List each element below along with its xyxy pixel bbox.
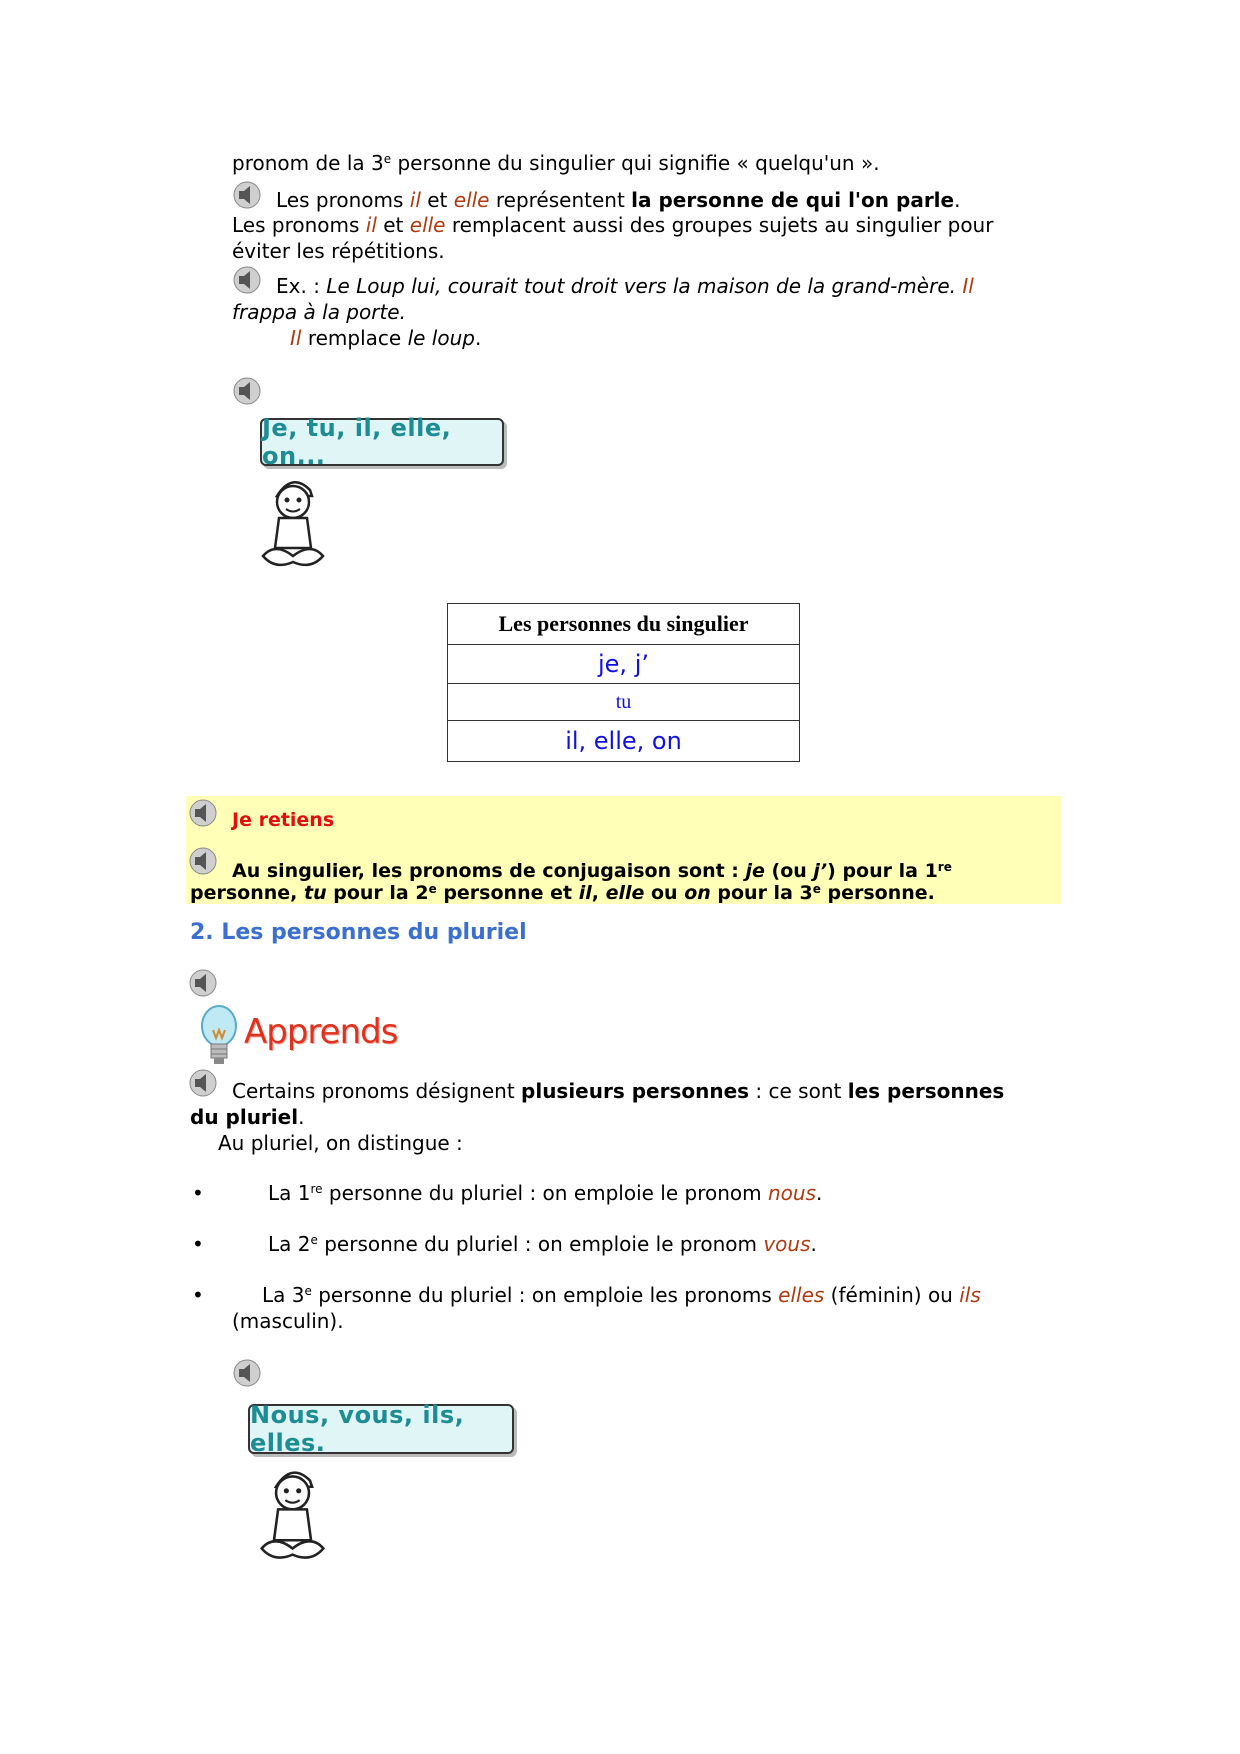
- table-row: tu: [448, 684, 800, 721]
- speaker-icon[interactable]: [188, 1068, 218, 1098]
- speaker-icon[interactable]: [232, 180, 262, 210]
- list-item: La 3e personne du pluriel : on emploie les pronoms elles (féminin) ou ils: [262, 1283, 981, 1307]
- speech-bubble: [248, 1401, 514, 1457]
- list-item: La 2e personne du pluriel : on emploie le pronom vous.: [268, 1232, 817, 1256]
- intro-line-3: Les pronoms il et elle remplacent aussi des groupes sujets au singulier pour: [232, 213, 994, 237]
- list-item-continuation: (masculin).: [232, 1309, 344, 1333]
- learn-banner: Apprends: [244, 1012, 398, 1052]
- speaker-icon[interactable]: [188, 846, 218, 876]
- plural-line-2: du pluriel.: [190, 1105, 305, 1129]
- remember-line-1: Au singulier, les pronoms de conjugaison sont : je (ou j’) pour la 1re: [232, 860, 952, 882]
- example-remplace: Il remplace le loup.: [290, 326, 482, 350]
- table-row: je, j’: [448, 645, 800, 684]
- table-header: Les personnes du singulier: [448, 604, 800, 645]
- speech-bubble: [260, 414, 504, 470]
- example-line-2: frappa à la porte.: [232, 300, 406, 324]
- child-figure-icon: [252, 1460, 332, 1568]
- bubble-text: Je, tu, il, elle, on...: [262, 414, 452, 470]
- section-heading: 2. Les personnes du pluriel: [190, 920, 527, 945]
- intro-line-4: éviter les répétitions.: [232, 239, 445, 263]
- bullet-symbol: •: [192, 1283, 204, 1307]
- lightbulb-icon: [196, 1004, 242, 1070]
- list-item: La 1re personne du pluriel : on emploie le pronom nous.: [268, 1181, 823, 1205]
- speaker-icon[interactable]: [232, 376, 262, 406]
- table-row: il, elle, on: [448, 721, 800, 762]
- speaker-icon[interactable]: [188, 798, 218, 828]
- child-figure-icon: [255, 470, 330, 575]
- bullet-symbol: •: [192, 1232, 204, 1256]
- bubble-text: Nous, vous, ils, elles.: [250, 1401, 465, 1457]
- speaker-icon[interactable]: [232, 265, 262, 295]
- plural-line-3: Au pluriel, on distingue :: [218, 1131, 463, 1155]
- remember-title: Je retiens: [232, 809, 335, 831]
- intro-line-2: Les pronoms il et elle représentent la personne de qui l'on parle.: [276, 188, 961, 212]
- bullet-symbol: •: [192, 1181, 204, 1205]
- example-line-1: Ex. : Le Loup lui, courait tout droit vers la maison de la grand-mère. Il: [276, 274, 974, 298]
- speaker-icon[interactable]: [232, 1358, 262, 1388]
- remember-line-2: personne, tu pour la 2e personne et il, elle ou on pour la 3e personne.: [190, 882, 935, 904]
- intro-line-1: pronom de la 3e personne du singulier qui signifie « quelqu'un ».: [232, 151, 880, 175]
- plural-line-1: Certains pronoms désignent plusieurs personnes : ce sont les personnes: [232, 1079, 1005, 1103]
- speaker-icon[interactable]: [188, 968, 218, 998]
- singular-persons-table: [447, 603, 800, 762]
